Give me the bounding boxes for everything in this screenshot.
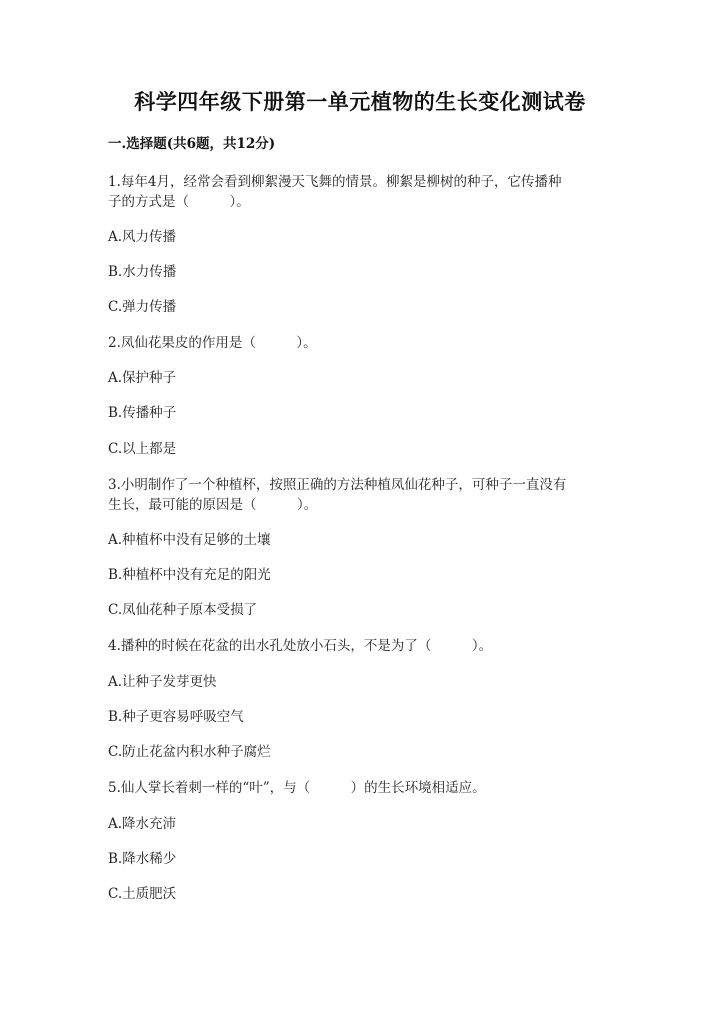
question-2-stem-line-1: 2.凤仙花果皮的作用是（ ）。 — [108, 335, 317, 351]
question-1-option-a: A.风力传播 — [108, 229, 177, 245]
question-2-option-c: C.以上都是 — [108, 441, 177, 457]
question-3-option-b: B.种植杯中没有充足的阳光 — [108, 567, 271, 583]
section-heading: 一.选择题(共6题，共12分) — [108, 136, 276, 152]
question-3-stem-line-1: 3.小明制作了一个种植杯，按照正确的方法种植凤仙花种子，可种子一直没有 — [108, 477, 567, 493]
question-5-stem-line-1: 5.仙人掌长着刺一样的“叶”，与（ ）的生长环境相适应。 — [108, 780, 486, 796]
question-1-option-b: B.水力传播 — [108, 264, 177, 280]
question-4-option-c: C.防止花盆内积水种子腐烂 — [108, 744, 271, 760]
question-2-option-b: B.传播种子 — [108, 405, 177, 421]
question-4-stem-line-1: 4.播种的时候在花盆的出水孔处放小石头，不是为了（ ）。 — [108, 638, 493, 654]
question-5-option-b: B.降水稀少 — [108, 851, 177, 867]
question-2-option-a: A.保护种子 — [108, 370, 177, 386]
question-4-option-a: A.让种子发芽更快 — [108, 674, 217, 690]
exam-title: 科学四年级下册第一单元植物的生长变化测试卷 — [134, 89, 586, 114]
question-5-option-a: A.降水充沛 — [108, 816, 177, 832]
question-3-option-c: C.凤仙花种子原本受损了 — [108, 602, 258, 618]
question-3-stem-line-2: 生长，最可能的原因是（ ）。 — [108, 497, 318, 513]
question-4-option-b: B.种子更容易呼吸空气 — [108, 709, 244, 725]
question-3-option-a: A.种植杯中没有足够的土壤 — [108, 532, 271, 548]
question-1-option-c: C.弹力传播 — [108, 299, 177, 315]
question-1-stem-line-1: 1.每年4月，经常会看到柳絮漫天飞舞的情景。柳絮是柳树的种子，它传播种 — [108, 174, 562, 190]
question-1-stem-line-2: 子的方式是（ ）。 — [108, 194, 250, 210]
question-5-option-c: C.土质肥沃 — [108, 886, 177, 902]
